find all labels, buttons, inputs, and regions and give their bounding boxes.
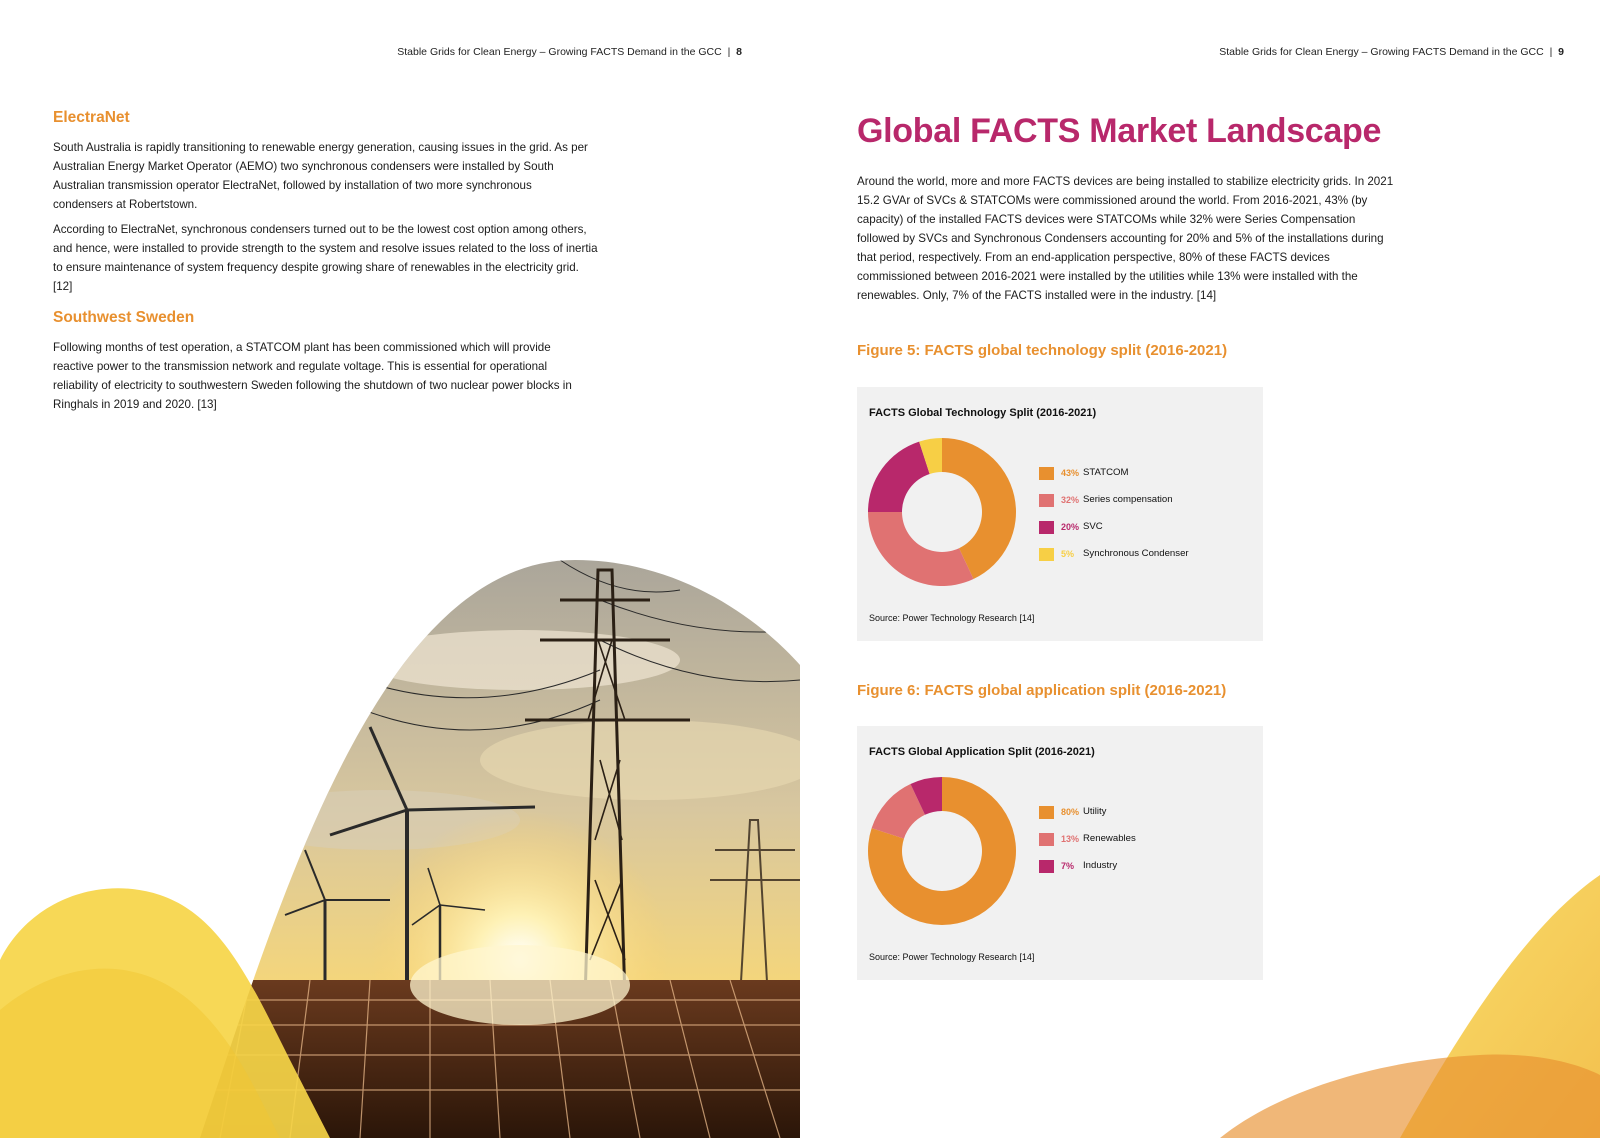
header-title: Stable Grids for Clean Energy – Growing FACTS Demand in the GCC [397, 46, 722, 58]
chart-source: Source: Power Technology Research [14] [869, 952, 1035, 962]
legend-label: STATCOM [1083, 467, 1129, 478]
header-separator: | [1549, 46, 1553, 58]
electranet-paragraph-2: According to ElectraNet, synchronous condensers turned out to be the lowest cost option among others, and hence, were installed to provide strength to the system and resolve issues related to the loss of inertia to ensure maintenance of system frequency despite growing share of renewables in the electricity grid. [12] [53, 223, 598, 293]
chart-source: Source: Power Technology Research [14] [869, 613, 1035, 623]
chart-title: FACTS Global Application Split (2016-2021) [869, 746, 1095, 758]
legend-percent: 7% [1061, 861, 1075, 871]
section-heading-southwest-sweden: Southwest Sweden [53, 309, 195, 326]
legend-percent: 13% [1061, 834, 1080, 844]
legend-label: Renewables [1083, 833, 1136, 844]
legend-label: Industry [1083, 860, 1118, 871]
header-title: Stable Grids for Clean Energy – Growing FACTS Demand in the GCC [1219, 46, 1544, 58]
sweden-paragraph: Following months of test operation, a STATCOM plant has been commissioned which will provide reactive power to the transmission network and regulate voltage. This is essential for operational reliability of electricity to southwestern Sweden following the shutdown of two nuclear power blocks in Ringhals in 2019 and 2020. [13] [53, 341, 572, 411]
page-number: 8 [736, 46, 742, 58]
legend-percent: 5% [1061, 549, 1075, 559]
legend-percent: 32% [1061, 495, 1080, 505]
legend-percent: 43% [1061, 468, 1080, 478]
legend-percent: 20% [1061, 522, 1080, 532]
header-separator: | [727, 46, 731, 58]
legend-label: Synchronous Condenser [1083, 548, 1189, 559]
page-title: Global FACTS Market Landscape [857, 112, 1382, 150]
page-number: 9 [1558, 46, 1564, 58]
right-page [800, 0, 1600, 1138]
figure-6-caption: Figure 6: FACTS global application split (2016-2021) [857, 682, 1227, 699]
electranet-paragraph-1: South Australia is rapidly transitioning to renewable energy generation, causing issues in the grid. As per Australian Energy Market Operator (AEMO) two synchronous condensers were installed by South Australian transmission operator ElectraNet, followed by installation of two more synchronous condensers at Robertstown. [53, 141, 588, 211]
chart-title: FACTS Global Technology Split (2016-2021) [869, 407, 1097, 419]
legend-percent: 80% [1061, 807, 1080, 817]
legend-label: Utility [1083, 806, 1107, 817]
figure-5-caption: Figure 5: FACTS global technology split (2016-2021) [857, 342, 1228, 359]
intro-paragraph: Around the world, more and more FACTS devices are being installed to stabilize electricity grids. In 2021 15.2 GVAr of SVCs & STATCOMs were commissioned around the world. From 2016-2021, 43% (by capacity) of the installed FACTS devices were STATCOMs while 32% were Series Compensation followed by SVCs and Synchronous Condensers accounting for 20% and 5% of the installations during that period, respectively. From an end-application perspective, 80% of these FACTS devices commissioned between 2016-2021 were installed by the utilities while 13% were installed with the renewables. Only, 7% of the FACTS installed were in the industry. [14] [857, 175, 1394, 302]
decorative-wave-bottom-right [800, 0, 1600, 1138]
legend-label: Series compensation [1083, 494, 1173, 505]
legend-label: SVC [1083, 521, 1103, 532]
section-heading-electranet: ElectraNet [53, 109, 130, 126]
